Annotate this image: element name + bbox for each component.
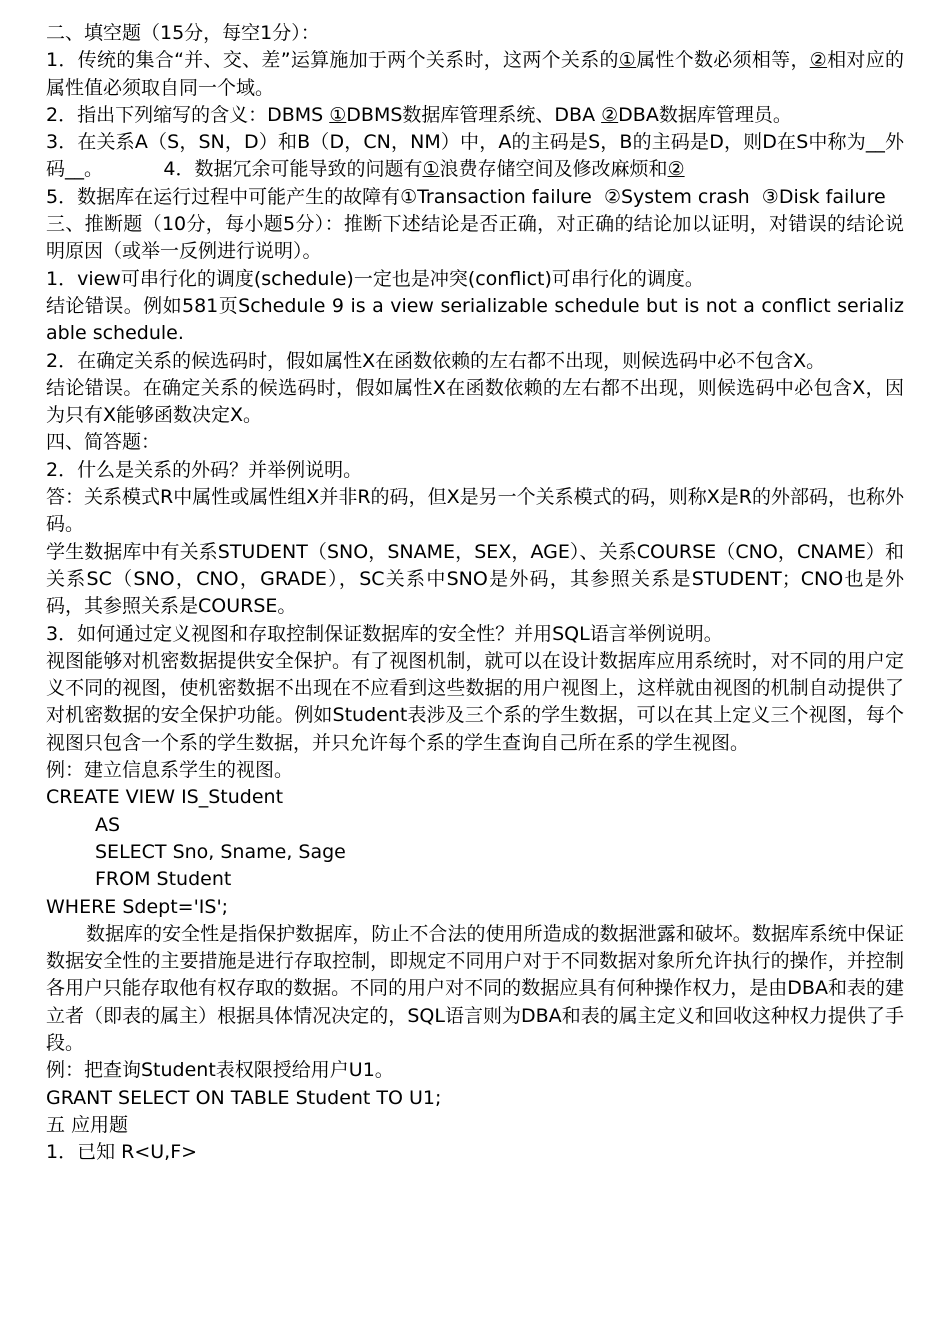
s2-question-2: 2．指出下列缩写的含义：DBMS ①DBMS数据库管理系统、DBA ②DBA数据库管理员。 [46, 103, 792, 126]
blank-1: ① [422, 158, 440, 181]
s4-answer-2-definition: 答：关系模式R中属性或属性组X并非R的码，但X是另一个关系模式的码，则称X是R的外部码，也称外码。 [46, 486, 904, 536]
section-4-heading: 四、简答题： [46, 431, 161, 454]
s4-example-2-label: 例：把查询Student表权限授给用户U1。 [46, 1059, 394, 1082]
sql-line: FROM Student [95, 868, 232, 891]
sql-line: CREATE VIEW IS_Student [46, 786, 284, 809]
s4-answer-2-example: 学生数据库中有关系STUDENT（SNO，SNAME，SEX，AGE）、关系COURSE（CNO，CNAME）和关系SC（SNO，CNO，GRADE），SC关系中SNO是外码，其参照关系是STUDENT；CNO也是外码，其参照关系是COURSE。 [46, 540, 904, 618]
s4-question-3: 3．如何通过定义视图和存取控制保证数据库的安全性？并用SQL语言举例说明。 [46, 622, 723, 645]
sql-line: SELECT Sno, Sname, Sage [95, 840, 346, 863]
blank-1: ① [618, 49, 637, 72]
section-5-heading: 五 应用题 [46, 1113, 129, 1136]
blank-2: ② [601, 103, 619, 126]
section-3-heading: 三、推断题（10分，每小题5分）：推断下述结论是否正确，对正确的结论加以证明，对错误的结论说明原因（或举一反例进行说明）。 [46, 213, 904, 263]
s2-question-3-4: 3．在关系A（S，SN，D）和B（D，CN，NM）中，A的主码是S，B的主码是D，则D在S中称为__外码__。 4．数据冗余可能导致的问题有①浪费存储空间及修改麻烦和② [46, 131, 904, 181]
blank-2: ② [667, 158, 685, 181]
blank-2: ② [809, 49, 828, 72]
sql-grant-statement: GRANT SELECT ON TABLE Student TO U1; [46, 1086, 442, 1109]
sql-line: WHERE Sdept='IS'; [46, 895, 229, 918]
s3-question-1: 1．view可串行化的调度(schedule)一定也是冲突(conflict)可串行化的调度。 [46, 267, 704, 290]
s2-question-1: 1．传统的集合“并、交、差”运算施加于两个关系时，这两个关系的①属性个数必须相等，②相对应的属性值必须取自同一个域。 [46, 49, 904, 99]
sql-line: AS [95, 813, 121, 836]
s3-answer-1: 结论错误。例如581页Schedule 9 is a view serializable schedule but is not a conflict serializable schedule. [46, 294, 904, 345]
s4-example-1-label: 例：建立信息系学生的视图。 [46, 759, 294, 782]
s2-question-5: 5．数据库在运行过程中可能产生的故障有①Transaction failure ②System crash ③Disk failure [46, 185, 886, 208]
blank-1: ① [329, 103, 347, 126]
s4-answer-3-views: 视图能够对机密数据提供安全保护。有了视图机制，就可以在设计数据库应用系统时，对不同的用户定义不同的视图，使机密数据不出现在不应看到这些数据的用户视图上，这样就由视图的机制自动提供了对机密数据的安全保护功能。例如Student表涉及三个系的学生数据，可以在其上定义三个视图，每个视图只包含一个系的学生数据，并只允许每个系的学生查询自己所在系的学生视图。 [46, 649, 904, 754]
s4-answer-3-access-control: 数据库的安全性是指保护数据库，防止不合法的使用所造成的数据泄露和破坏。数据库系统中保证数据安全性的主要措施是进行存取控制，即规定不同用户对于不同数据对象所允许执行的操作，并控制各用户只能存取他有权存取的数据。不同的用户对不同的数据应具有何种操作权力，是由DBA和表的建立者（即表的属主）根据具体情况决定的，SQL语言则为DBA和表的属主定义和回收这种权力提供了手段。 [46, 922, 904, 1054]
s3-answer-2: 结论错误。在确定关系的候选码时，假如属性X在函数依赖的左右都不出现，则候选码中必包含X，因为只有X能够函数决定X。 [46, 376, 904, 427]
s4-question-2: 2．什么是关系的外码？并举例说明。 [46, 458, 363, 481]
section-2-heading: 二、填空题（15分，每空1分）： [46, 22, 320, 44]
s5-question-1: 1．已知 R<U,F> [46, 1141, 198, 1164]
s3-question-2: 2．在确定关系的候选码时，假如属性X在函数依赖的左右都不出现，则候选码中必不包含X。 [46, 349, 826, 372]
